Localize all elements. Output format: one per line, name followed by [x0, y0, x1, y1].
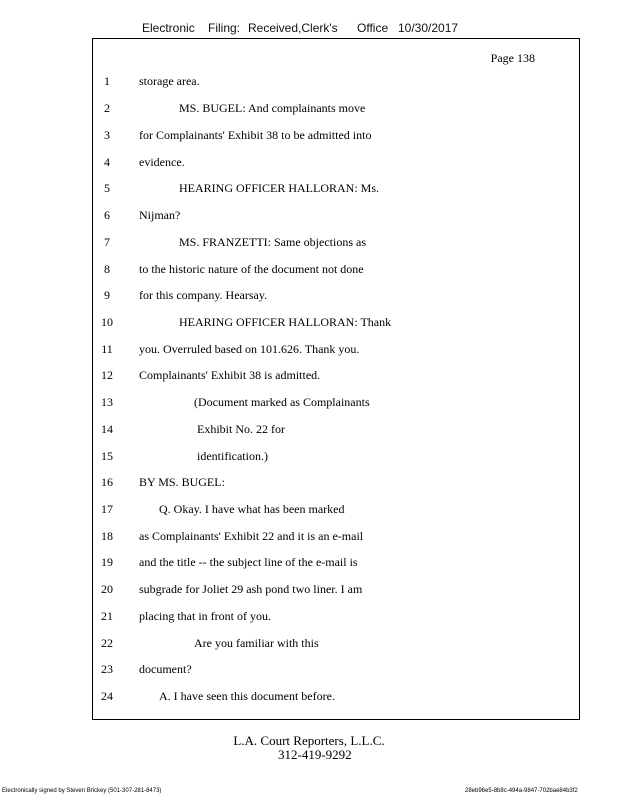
transcript-line — [93, 609, 581, 625]
transcript-page — [92, 38, 580, 720]
line-text: Are you familiar with this — [194, 636, 319, 650]
line-text: to the historic nature of the document not done — [139, 262, 364, 276]
line-text: MS. FRANZETTI: Same objections as — [179, 235, 366, 249]
line-number: 17 — [101, 502, 113, 516]
line-text: A. I have seen this document before. — [159, 689, 335, 703]
line-number: 16 — [101, 475, 113, 489]
footer-phone: 312-419-9292 — [278, 747, 352, 762]
line-number: 8 — [104, 262, 110, 276]
transcript-line — [93, 288, 581, 304]
line-number: 22 — [101, 636, 113, 650]
line-text: Exhibit No. 22 for — [197, 422, 285, 436]
page-number: Page 138 — [490, 51, 535, 65]
line-text: HEARING OFFICER HALLORAN: Ms. — [179, 181, 380, 195]
line-text: evidence. — [139, 155, 185, 169]
line-text: you. Overruled based on 101.626. Thank you. — [139, 342, 360, 356]
line-text: storage area. — [139, 74, 200, 88]
header-received: Received,Clerk's — [248, 21, 338, 35]
line-number: 21 — [101, 609, 113, 623]
line-number: 13 — [101, 395, 113, 409]
line-number: 6 — [104, 208, 110, 222]
transcript-line — [93, 555, 581, 571]
line-number: 5 — [104, 181, 110, 195]
line-text: (Document marked as Complainants — [194, 395, 370, 409]
line-number: 24 — [101, 689, 113, 703]
transcript-line — [93, 582, 581, 598]
transcript-line — [93, 128, 581, 144]
transcript-line — [93, 636, 581, 652]
transcript-line — [93, 155, 581, 171]
line-number: 15 — [101, 449, 113, 463]
line-number: 9 — [104, 288, 110, 302]
line-text: subgrade for Joliet 29 ash pond two liner. I am — [139, 582, 363, 596]
line-text: identification.) — [197, 449, 268, 463]
line-text: document? — [139, 662, 192, 676]
line-number: 14 — [101, 422, 113, 436]
transcript-line — [93, 689, 581, 705]
transcript-line — [93, 368, 581, 384]
line-text: BY MS. BUGEL: — [139, 475, 225, 489]
transcript-line — [93, 235, 581, 251]
line-text: placing that in front of you. — [139, 609, 271, 623]
transcript-line — [93, 502, 581, 518]
footer-company: L.A. Court Reporters, L.L.C. — [233, 733, 385, 748]
header-electronic: Electronic — [142, 21, 195, 35]
transcript-line — [93, 662, 581, 678]
line-text: for this company. Hearsay. — [139, 288, 268, 302]
line-text: HEARING OFFICER HALLORAN: Thank — [179, 315, 392, 329]
transcript-line — [93, 74, 581, 90]
line-number: 20 — [101, 582, 113, 596]
line-number: 12 — [101, 368, 113, 382]
line-number: 4 — [104, 155, 110, 169]
line-number: 19 — [101, 555, 113, 569]
transcript-line — [93, 395, 581, 411]
line-number: 10 — [101, 315, 113, 329]
line-number: 2 — [104, 101, 110, 115]
transcript-line — [93, 449, 581, 465]
transcript-line — [93, 262, 581, 278]
line-text: Complainants' Exhibit 38 is admitted. — [139, 368, 321, 382]
line-number: 11 — [101, 342, 113, 356]
line-number: 1 — [104, 74, 110, 88]
signature-note: Electronically signed by Steven Brickey (501-307-281-8473) — [2, 788, 162, 794]
transcript-line — [93, 315, 581, 331]
header-office: Office — [357, 21, 389, 35]
transcript-line — [93, 101, 581, 117]
transcript-line — [93, 422, 581, 438]
line-text: Nijman? — [139, 208, 181, 222]
transcript-line — [93, 529, 581, 545]
document-hash: 28eb96e5-8b8c-494a-9847-702bae84b3f2 — [465, 788, 578, 794]
transcript-line — [93, 208, 581, 224]
line-number: 3 — [104, 128, 110, 142]
line-text: as Complainants' Exhibit 22 and it is an e-mail — [139, 529, 364, 543]
line-number: 23 — [101, 662, 113, 676]
line-text: and the title -- the subject line of the e-mail is — [139, 555, 358, 569]
header-filing: Filing: — [208, 21, 241, 35]
transcript-line — [93, 181, 581, 197]
line-number: 7 — [104, 235, 110, 249]
transcript-line — [93, 475, 581, 491]
transcript-line — [93, 342, 581, 358]
header-date: 10/30/2017 — [398, 21, 459, 35]
line-number: 18 — [101, 529, 113, 543]
line-text: for Complainants' Exhibit 38 to be admitted into — [139, 128, 372, 142]
line-text: Q. Okay. I have what has been marked — [159, 502, 345, 516]
line-text: MS. BUGEL: And complainants move — [179, 101, 366, 115]
